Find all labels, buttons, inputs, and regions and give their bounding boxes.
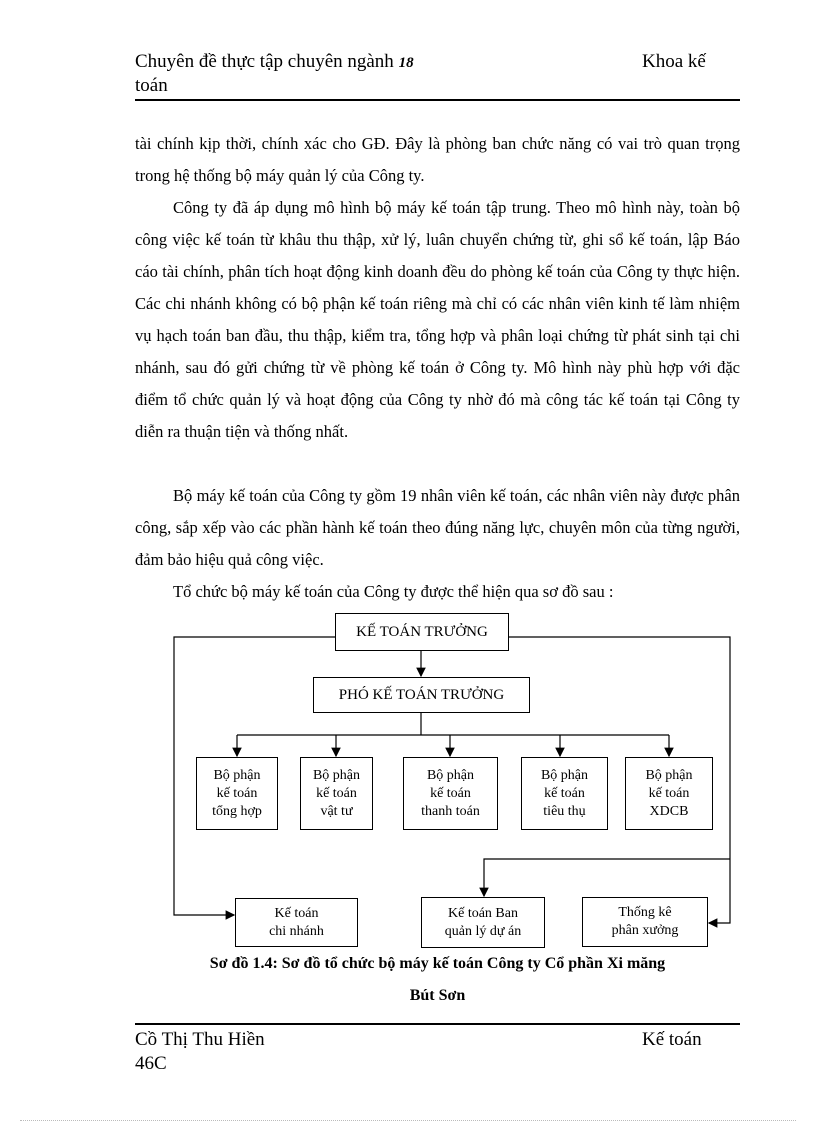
page-number: 18: [398, 55, 414, 71]
project-accounting-box: Kế toán Ban quản lý dự án: [421, 897, 545, 948]
chief-accountant-box: KẾ TOÁN TRƯỞNG: [335, 613, 509, 651]
footer-department: Kế toán: [642, 1029, 702, 1050]
footer-rule: [135, 1023, 740, 1025]
paragraph-3: Bộ máy kế toán của Công ty gồm 19 nhân viên kế toán, các nhân viên này được phân công, sắp xếp vào các phần hành kế toán theo đúng năng lực, chuyên môn của từng người, đảm bảo hiệu quả công việc.: [135, 486, 740, 569]
branch-accounting-box: Kế toán chi nhánh: [235, 898, 358, 947]
arrow-project: [484, 859, 730, 896]
header-title-text: Chuyên đề thực tập chuyên ngành: [135, 51, 394, 72]
diagram-caption-line-2: Bút Sơn: [409, 987, 466, 1004]
paragraph-4: Tổ chức bộ máy kế toán của Công ty được thể hiện qua sơ đồ sau :: [173, 582, 614, 601]
diagram-caption-line-1: Sơ đồ 1.4: Sơ đồ tổ chức bộ máy kế toán Công ty Cổ phần Xi măng: [209, 955, 666, 972]
dept-materials-accounting-box: Bộ phận kế toán vật tư: [300, 757, 373, 830]
paragraph-2: Công ty đã áp dụng mô hình bộ máy kế toán tập trung. Theo mô hình này, toàn bộ công việc kế toán từ khâu thu thập, xử lý, luân chuyển chứng từ, ghi sổ kế toán, lập Báo cáo tài chính, phân tích hoạt động kinh doanh đều do phòng kế toán của Công ty thực hiện. Các chi nhánh không có bộ phận kế toán riêng mà chỉ có các nhân viên kinh tế làm nhiệm vụ hạch toán ban đầu, thu thập, kiểm tra, tổng hợp và phân loại chứng từ phát sinh tại chi nhánh, sau đó gửi chứng từ về phòng kế toán ở Công ty. Mô hình này phù hợp với đặc điểm tổ chức quản lý và hoạt động của Công ty nhờ đó mà công tác kế toán tại Công ty diễn ra thuận tiện và thống nhất.: [135, 198, 740, 441]
dept-payment-accounting-box: Bộ phận kế toán thanh toán: [403, 757, 498, 830]
workshop-statistics-box: Thống kê phân xưởng: [582, 897, 708, 947]
header-title-continuation: toán: [135, 75, 168, 96]
dept-construction-accounting-box: Bộ phận kế toán XDCB: [625, 757, 713, 830]
dept-general-accounting-box: Bộ phận kế toán tổng hợp: [196, 757, 278, 830]
footer-author: Cồ Thị Thu Hiền: [135, 1029, 265, 1050]
dept-sales-accounting-box: Bộ phận kế toán tiêu thụ: [521, 757, 608, 830]
paragraph-1: tài chính kịp thời, chính xác cho GĐ. Đây là phòng ban chức năng có vai trò quan trọng trong hệ thống bộ máy quản lý của Công ty.: [135, 134, 740, 185]
header-right: Khoa kế: [642, 51, 706, 72]
deputy-chief-accountant-box: PHÓ KẾ TOÁN TRƯỞNG: [313, 677, 530, 713]
page-bottom-border: [20, 1120, 796, 1121]
footer-class-code: 46C: [135, 1053, 167, 1074]
